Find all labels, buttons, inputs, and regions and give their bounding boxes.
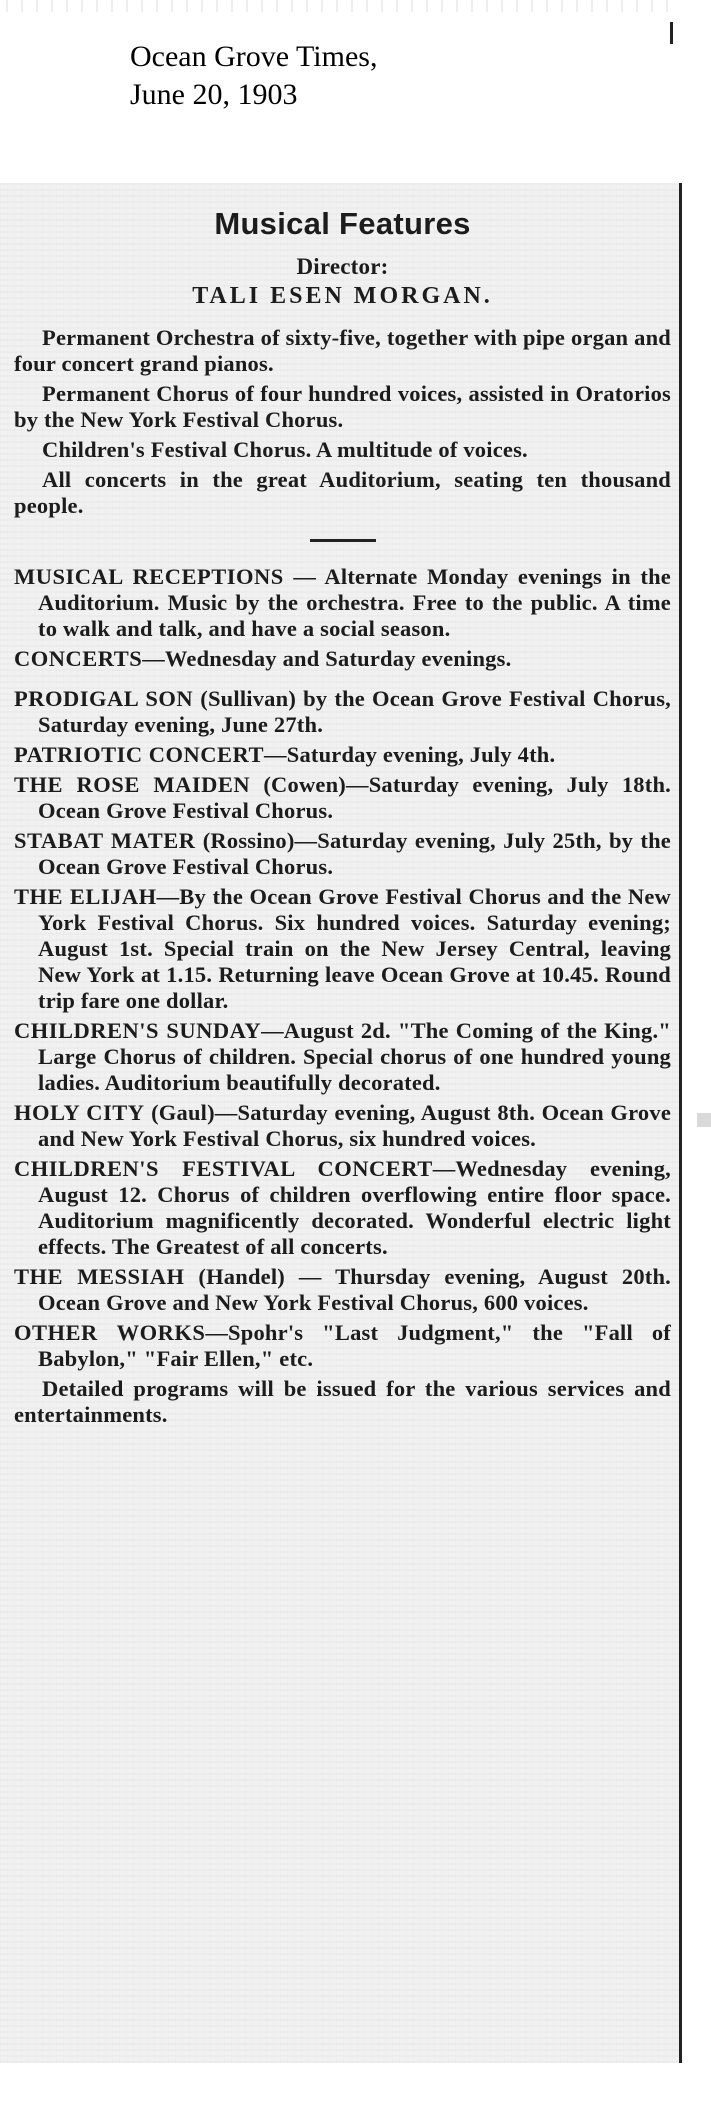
scan-artifact [697, 1113, 711, 1127]
entry-text: —Wednesday and Saturday evenings. [142, 646, 512, 671]
intro-auditorium: All concerts in the great Auditorium, seating ten thousand people. [14, 467, 671, 518]
entry-title: HOLY CITY [14, 1100, 145, 1125]
intro-chorus: Permanent Chorus of four hundred voices, assisted in Oratorios by the New York Festival Chorus. [14, 381, 671, 432]
entry-text: (Cowen)—Saturday evening, July 18th. Ocean Grove Festival Chorus. [38, 772, 671, 823]
clipping-edge [679, 183, 682, 2063]
entry-title: PATRIOTIC CONCERT [14, 742, 265, 767]
entry-text: (Handel) — Thursday evening, August 20th. Ocean Grove and New York Festival Chorus, 600 voices. [38, 1264, 672, 1315]
entry-patriotic-concert [14, 742, 671, 768]
entry-childrens-festival-concert [14, 1156, 671, 1260]
entry-title: THE ELIJAH [14, 884, 157, 909]
caption-date: June 20, 1903 [130, 78, 298, 111]
entry-title: STABAT MATER [14, 828, 196, 853]
entry-text: —Spohr's "Last Judgment," the "Fall of Babylon," "Fair Ellen," etc. [38, 1320, 672, 1371]
entry-text: —Saturday evening, July 4th. [264, 742, 556, 767]
entry-other-works [14, 1320, 671, 1372]
intro-childrens-chorus: Children's Festival Chorus. A multitude of voices. [42, 437, 528, 462]
scan-top-edge [0, 0, 680, 12]
closing-note: Detailed programs will be issued for the various services and entertainments. [14, 1376, 671, 1427]
entry-prodigal-son [14, 686, 671, 738]
entry-childrens-sunday [14, 1018, 671, 1096]
entry-messiah [14, 1264, 671, 1316]
article-headline: Musical Features [214, 206, 471, 241]
intro-orchestra: Permanent Orchestra of sixty-five, together with pipe organ and four concert grand pianos. [14, 325, 671, 376]
section-divider [310, 539, 376, 542]
entry-elijah [14, 884, 671, 1014]
scan-mark [670, 22, 673, 44]
article-column [14, 199, 671, 1432]
entry-title: CHILDREN'S FESTIVAL CONCERT [14, 1156, 433, 1181]
entry-stabat-mater [14, 828, 671, 880]
entry-title: THE ROSE MAIDEN [14, 772, 251, 797]
entry-musical-receptions [14, 564, 671, 642]
entry-text: — Alternate Monday evenings in the Auditorium. Music by the orchestra. Free to the public. A time to walk and talk, and have a social season. [38, 564, 671, 641]
entry-rose-maiden [14, 772, 671, 824]
newspaper-clipping [0, 183, 682, 2063]
entry-title: CONCERTS [14, 646, 143, 671]
entry-text: —August 2d. "The Coming of the King." Large Chorus of children. Special chorus of one hundred young ladies. Auditorium beautifully decorated. [38, 1018, 671, 1095]
entry-title: PRODIGAL SON [14, 686, 194, 711]
entry-text: —Wednesday evening, August 12. Chorus of children overflowing entire floor space. Auditorium magnificently decorated. Wonderful electric light effects. The Greatest of all concerts. [38, 1156, 671, 1259]
entry-title: THE MESSIAH [14, 1264, 185, 1289]
clipping-caption [130, 38, 377, 114]
entry-title: CHILDREN'S SUNDAY [14, 1018, 262, 1043]
entry-concerts [14, 646, 671, 672]
entry-title: OTHER WORKS [14, 1320, 206, 1345]
director-label: Director: [296, 254, 389, 279]
entry-text: (Gaul)—Saturday evening, August 8th. Ocean Grove and New York Festival Chorus, six hundred voices. [38, 1100, 671, 1151]
caption-publication: Ocean Grove Times, [130, 40, 378, 73]
director-name: TALI ESEN MORGAN. [192, 283, 493, 309]
entry-title: MUSICAL RECEPTIONS [14, 564, 284, 589]
entry-text: (Sullivan) by the Ocean Grove Festival Chorus, Saturday evening, June 27th. [38, 686, 671, 737]
entry-text: (Rossino)—Saturday evening, July 25th, by the Ocean Grove Festival Chorus. [38, 828, 671, 879]
entry-holy-city [14, 1100, 671, 1152]
entry-text: —By the Ocean Grove Festival Chorus and the New York Festival Chorus. Six hundred voices. Saturday evening; August 1st. Special train on the New Jersey Central, leaving New York at 1.15. Returning leave Ocean Grove at 10.45. Round trip fare one dollar. [38, 884, 671, 1013]
